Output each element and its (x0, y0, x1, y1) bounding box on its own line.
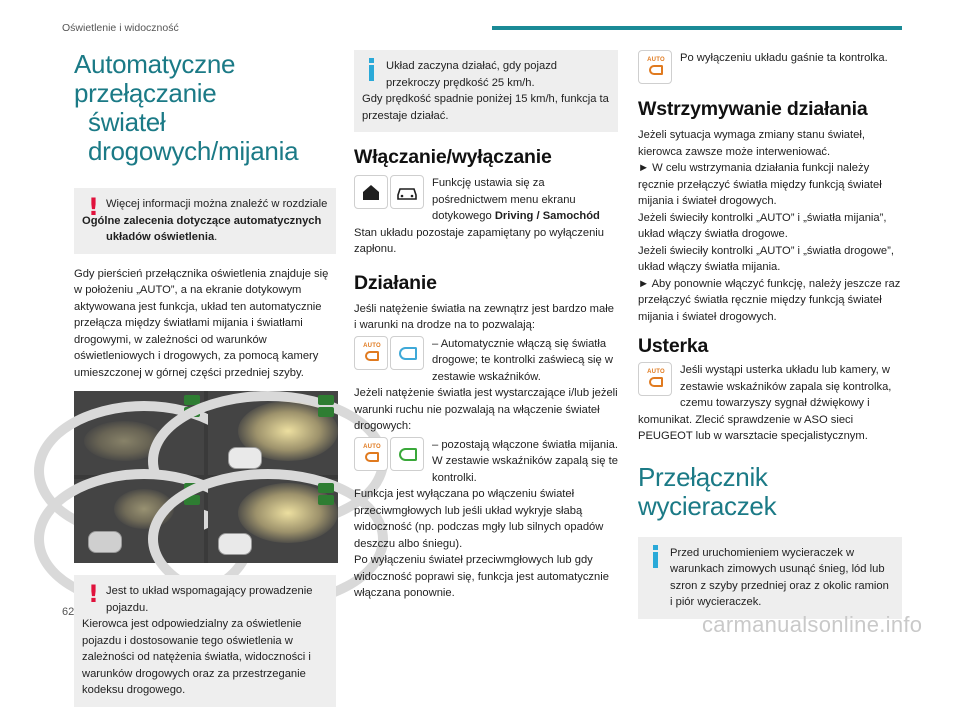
section-header: Oświetlenie i widoczność (62, 22, 179, 34)
on-off-memory-text: Stan układu pozostaje zapamiętany po wyłączeniu zapłonu. (354, 226, 605, 255)
suspend-item-2: ► Aby ponownie włączyć funkcję, należy jeszcze raz przełączyć światła ręcznie między funkcją świateł mijania i świateł drogowych. (638, 277, 901, 323)
on-off-block (354, 175, 618, 258)
beam-indicator (318, 407, 334, 417)
warning-note-2 (74, 575, 336, 707)
fault-text: Jeśli wystąpi usterka układu lub kamery, w zestawie wskaźników zapala się kontrolka, czemu towarzyszy sygnał dźwiękowy i komunikat. Zlecić sprawdzenie w ASO sieci PEUGEOT lub w warsztacie specjalistycznym. (638, 364, 892, 442)
auto-off-icon-wrap (638, 50, 674, 84)
on-off-text: Funkcję ustawia się za pośrednictwem menu ekranu dotykowego (432, 177, 576, 222)
page-number: 62 (62, 606, 75, 618)
column-1 (74, 50, 336, 707)
operation-item-2-text: – pozostają włączone światła mijania. W zestawie wskaźników zapalą się te kontrolki. (432, 438, 618, 484)
watermark-text: carmanualsonline.info (702, 612, 923, 637)
heading-on-off: Włączanie/wyłączanie (354, 146, 552, 168)
info-2-text: Przed uruchomieniem wycieraczek w warunkach zimowych usunąć śnieg, lód lub szron z szyby przedniej oraz z okolic ramion i piór wycieraczek. (670, 546, 889, 608)
suspend-text-1: Jeżeli sytuacja wymaga zmiany stanu świateł, kierowca zawsze może interweniować. (638, 129, 865, 158)
auto-low-icons (354, 437, 426, 471)
on-off-menu-name: Driving / Samochód (494, 210, 600, 222)
operation-text-2: Jeżeli natężenie światła jest wystarczające i/lub jeżeli warunki ruchu nie pozwalają na włączenie świateł drogowych: (354, 387, 618, 432)
column-3 (638, 50, 902, 619)
info-icon (652, 545, 658, 567)
auto-indicator (318, 483, 334, 493)
suspend-item-1: ► W celu wstrzymania działania funkcji należy ręcznie przełączyć światła między funkcją świateł mijania i świateł drogowych. (638, 162, 882, 207)
operation-text-4: Po wyłączeniu świateł przeciwmgłowych lub gdy widoczność poprawi się, funkcja jest automatycznie włączana ponownie. (354, 554, 609, 599)
suspend-text-2: Jeżeli świeciły kontrolki „AUTO” i „światła mijania”, układ włączy światła drogowe. (638, 211, 887, 240)
title-line-1: Automatyczne przełączanie (74, 49, 236, 108)
operation-item-1-text: – Automatycznie włączą się światła drogowe; te kontrolki zaświecą się w zestawie wskaźników. (432, 337, 613, 383)
warning-2-line1: Jest to układ wspomagający prowadzenie pojazdu. (106, 585, 313, 614)
intro-paragraph: Gdy pierścień przełącznika oświetlenia znajduje się w położeniu „AUTO”, a na ekranie dotykowym aktywowana jest funkcja, układ ten automatycznie przełącza między światłami mijania i światłami drogowymi, w zależności od warunków oświetleniowych i drogowych, za pomocą kamery umieszczonej w górnej części przedniej szyby. (74, 267, 329, 379)
title-line-2: świateł drogowych/mijania (88, 107, 299, 166)
auto-high-icons (354, 336, 426, 370)
info-note-1 (354, 50, 618, 132)
home-icon (354, 175, 388, 209)
auto-lamp-icon: AUTO (638, 50, 672, 84)
warning-note-1-text (82, 193, 328, 246)
warning-1-bold: Ogólne zalecenia dotyczące automatycznych układów oświetlenia (82, 214, 322, 243)
fault-icon-wrap (638, 362, 674, 396)
beam-indicator (318, 495, 334, 505)
warning-note-1 (74, 188, 336, 254)
menu-icons (354, 175, 426, 209)
low-beam-icon (390, 437, 424, 471)
auto-indicator (318, 395, 334, 405)
info-icon (368, 58, 374, 80)
warning-1-end: . (214, 231, 218, 243)
system-off-text: Po wyłączeniu układu gaśnie ta kontrolka. (680, 52, 888, 64)
illustration-tile-2 (208, 391, 338, 475)
info-1-line1: Układ zaczyna działać, gdy pojazd przekroczy prędkość 25 km/h. (386, 60, 558, 89)
warning-1-text: Więcej informacji można znaleźć w rozdziale (106, 198, 328, 210)
column-2 (354, 50, 618, 602)
auto-lamp-icon: AUTO (638, 362, 672, 396)
high-beam-icon (390, 336, 424, 370)
auto-lamp-icon: AUTO (354, 336, 388, 370)
warning-2-line2: Kierowca jest odpowiedzialny za oświetlenie pojazdu i dostosowanie tego oświetlenia w zależności od natężenia światła, widoczności i warunków drogowych oraz za przestrzeganie kodeksu drogowego. (82, 618, 311, 696)
heading-suspend: Wstrzymywanie działania (638, 98, 868, 120)
info-1-line2: Gdy prędkość spadnie poniżej 15 km/h, funkcja ta przestaje działać. (362, 93, 609, 122)
page-title (74, 50, 336, 166)
system-off-block (638, 50, 902, 86)
warning-icon: ! (88, 580, 99, 608)
info-note-2 (638, 537, 902, 619)
warning-icon: ! (88, 193, 99, 221)
auto-lamp-icon: AUTO (354, 437, 388, 471)
heading-fault: Usterka (638, 335, 709, 357)
heading-operation: Działanie (354, 271, 437, 294)
operation-item-1 (354, 336, 618, 386)
fault-block (638, 362, 902, 445)
header-accent-bar (492, 26, 902, 30)
illustration-tile-4 (208, 479, 338, 563)
car-icon (390, 175, 424, 209)
wiper-switch-title: Przełącznik wycieraczek (638, 461, 777, 521)
operation-intro: Jeśli natężenie światła na zewnątrz jest bardzo małe i warunki na drodze na to pozwalają: (354, 302, 614, 331)
operation-item-2 (354, 437, 618, 487)
suspend-text-3: Jeżeli świeciły kontrolki „AUTO” i „światła drogowe”, układ włączy światła mijania. (638, 244, 894, 273)
headlight-illustration (74, 391, 338, 563)
operation-text-3: Funkcja jest wyłączana po włączeniu świateł przeciwmgłowych lub jeśli układ wykryje słabą widoczność (np. podczas mgły lub silnych opadów deszczu albo śniegu). (354, 488, 604, 550)
